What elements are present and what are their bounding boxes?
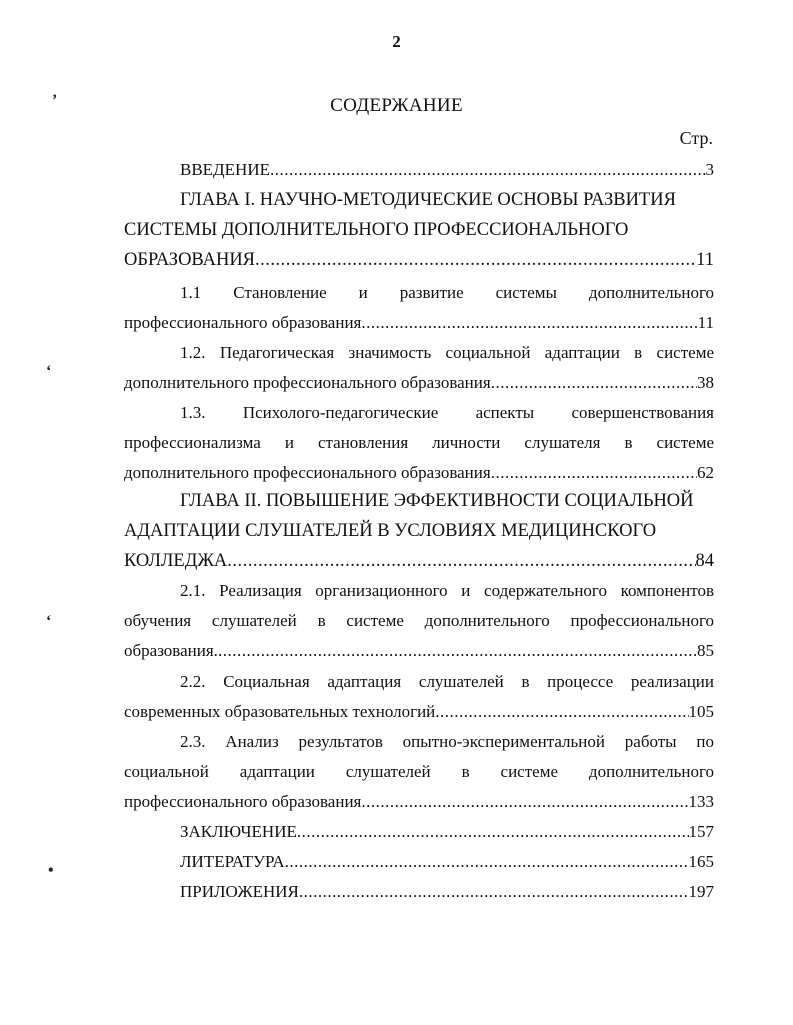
- toc-chapter-1-line-2: СИСТЕМЫ ДОПОЛНИТЕЛЬНОГО ПРОФЕССИОНАЛЬНОГО: [124, 220, 629, 240]
- toc-section-2-1-line-1: 2.1. Реализация организационного и содержательного компонентов: [180, 581, 714, 600]
- toc-entry-title: дополнительного профессионального образования: [124, 463, 491, 482]
- toc-section-1-1-line-1: 1.1 Становление и развитие системы дополнительного: [180, 283, 714, 302]
- toc-entry-title: ЛИТЕРАТУРА: [180, 852, 285, 871]
- toc-chapter-2-line-3: [124, 549, 714, 573]
- toc-entry-page: 62: [697, 463, 714, 482]
- toc-section-2-2-line-2: [124, 700, 714, 724]
- toc-section-2-3-line-3: [124, 790, 714, 814]
- toc-section-2-2-line-1: 2.2. Социальная адаптация слушателей в процессе реализации: [180, 672, 714, 691]
- scan-mark: •: [48, 862, 54, 879]
- page-title: СОДЕРЖАНИЕ: [330, 95, 463, 116]
- toc-chapter-2-line-2: АДАПТАЦИИ СЛУШАТЕЛЕЙ В УСЛОВИЯХ МЕДИЦИНСКОГО: [124, 521, 657, 541]
- toc-entry-literature: [180, 850, 714, 874]
- toc-section-2-3-line-2: социальной адаптации слушателей в системе дополнительного: [124, 762, 714, 781]
- toc-entry-title: профессионального образования: [124, 313, 362, 332]
- toc-section-1-3-line-3: [124, 461, 714, 485]
- toc-entry-page: 11: [696, 250, 714, 270]
- toc-section-1-2-line-1: 1.2. Педагогическая значимость социальной адаптации в системе: [180, 343, 714, 362]
- toc-entry-page: 3: [705, 160, 714, 179]
- toc-entry-page: 133: [688, 792, 714, 811]
- toc-section-1-3-line-2: профессионализма и становления личности слушателя в системе: [124, 433, 714, 452]
- toc-entry-title: ЗАКЛЮЧЕНИЕ: [180, 822, 297, 841]
- scan-mark: ‘: [46, 363, 52, 380]
- toc-section-2-1-line-2: обучения слушателей в системе дополнительного профессионального: [124, 611, 714, 630]
- toc-entry-conclusion: [180, 820, 714, 844]
- toc-section-1-3-line-1: 1.3. Психолого-педагогические аспекты совершенствования: [180, 403, 714, 422]
- toc-entry-page: 165: [688, 852, 714, 871]
- toc-entry-title: ОБРАЗОВАНИЯ: [124, 250, 256, 270]
- toc-chapter-2-line-1: ГЛАВА II. ПОВЫШЕНИЕ ЭФФЕКТИВНОСТИ СОЦИАЛЬНОЙ: [180, 491, 694, 511]
- toc-chapter-1-line-1: ГЛАВА I. НАУЧНО-МЕТОДИЧЕСКИЕ ОСНОВЫ РАЗВИТИЯ: [180, 190, 676, 210]
- scan-mark: ‘: [46, 613, 52, 630]
- scan-mark: ’: [52, 92, 58, 109]
- toc-entry-page: 197: [688, 882, 714, 901]
- toc-entry-title: дополнительного профессионального образования: [124, 373, 491, 392]
- toc-entry-title: образования.: [124, 641, 218, 660]
- toc-entry-title: профессионального образования: [124, 792, 362, 811]
- toc-section-1-2-line-2: [124, 371, 714, 395]
- toc-section-2-3-line-1: 2.3. Анализ результатов опытно-экспериментальной работы по: [180, 732, 714, 751]
- toc-entry-page: 105: [688, 702, 714, 721]
- toc-entry-title: ПРИЛОЖЕНИЯ: [180, 882, 299, 901]
- toc-section-2-1-line-3: [124, 639, 714, 663]
- toc-section-1-1-line-2: [124, 311, 714, 335]
- toc-entry-page: 85: [697, 641, 714, 660]
- toc-entry-appendices: [180, 880, 714, 904]
- toc-entry-page: 38: [697, 373, 714, 392]
- toc-entry-title: ВВЕДЕНИЕ: [180, 160, 270, 179]
- page-number: 2: [392, 32, 401, 51]
- toc-entry-intro: [180, 158, 714, 182]
- toc-entry-page: 11: [697, 313, 714, 332]
- page-column-label: Стр.: [679, 128, 713, 148]
- toc-entry-title: КОЛЛЕДЖА: [124, 551, 228, 571]
- toc-entry-page: 157: [688, 822, 714, 841]
- toc-chapter-1-line-3: [124, 248, 714, 272]
- toc-entry-page: 84: [695, 551, 714, 571]
- toc-entry-title: современных образовательных технологий: [124, 702, 436, 721]
